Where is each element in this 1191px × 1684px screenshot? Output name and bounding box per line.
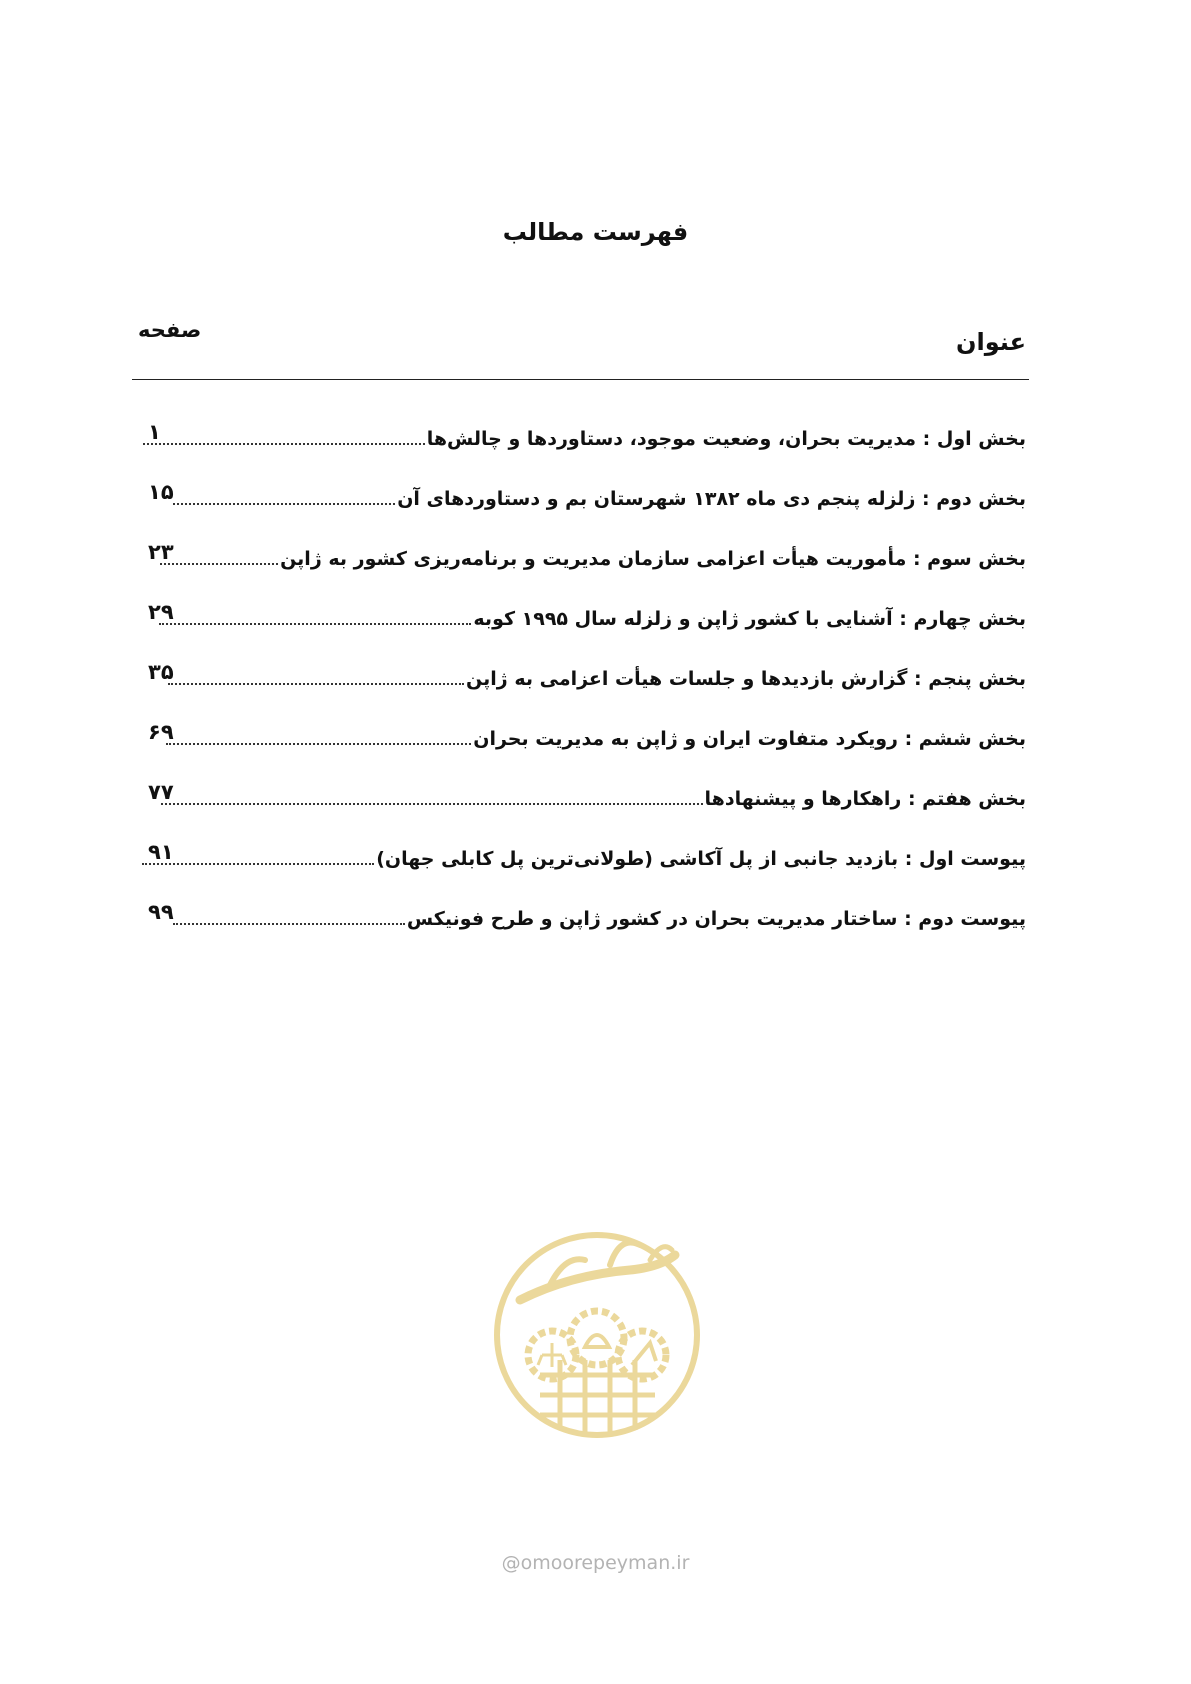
toc-leader-dots [142,861,374,865]
watermark-site-text: @omoorepeyman.ir [501,1552,690,1574]
toc-list [0,420,1191,1010]
toc-leader-dots [173,501,395,505]
toc-page-number: ۱ [148,420,161,444]
toc-row[interactable] [0,660,1191,700]
toc-entry [143,428,1026,450]
watermark-logo [490,1215,705,1460]
toc-row[interactable] [0,480,1191,520]
toc-leader-dots [168,681,464,685]
toc-page-number: ۷۷ [148,780,174,804]
toc-page-number: ۲۹ [148,600,174,624]
toc-leader-dots [159,621,471,625]
toc-page-number: ۳۵ [148,660,174,684]
toc-leader-dots [161,801,703,805]
column-heading-page: صفحه [138,318,202,342]
toc-entry-title: پیوست اول : بازدید جانبی از پل آکاشی (طولانی‌ترین پل کابلی جهان) [376,848,1026,870]
toc-entry-title: بخش پنجم : گزارش بازدیدها و جلسات هیأت اعزامی به ژاپن [466,668,1026,690]
toc-leader-dots [160,561,278,565]
toc-row[interactable] [0,720,1191,760]
toc-row[interactable] [0,840,1191,880]
toc-page-number: ۱۵ [148,480,174,504]
toc-entry [166,728,1026,750]
toc-leader-dots [173,921,405,925]
toc-page-number: ۲۳ [148,540,174,564]
toc-entry [160,548,1026,570]
toc-leader-dots [166,741,471,745]
toc-entry-title: پیوست دوم : ساختار مدیریت بحران در کشور ژاپن و طرح فونیکس [406,908,1026,930]
column-heading-title: عنوان [956,328,1026,356]
toc-row[interactable] [0,780,1191,820]
toc-row[interactable] [0,600,1191,640]
toc-entry-title: بخش ششم : رویکرد متفاوت ایران و ژاپن به مدیریت بحران [473,728,1026,750]
page-title: فهرست مطالب [502,218,689,246]
toc-entry [161,788,1026,810]
toc-entry [173,488,1026,510]
toc-entry-title: بخش دوم : زلزله پنجم دی ماه ۱۳۸۲ شهرستان بم و دستاوردهای آن [397,488,1026,510]
toc-leader-dots [143,441,425,445]
toc-row[interactable] [0,420,1191,460]
toc-entry-title: بخش اول : مدیریت بحران، وضعیت موجود، دستاوردها و چالش‌ها [426,428,1026,450]
heading-rule [132,379,1029,380]
toc-row[interactable] [0,900,1191,940]
toc-row[interactable] [0,540,1191,580]
toc-entry [159,608,1026,630]
toc-entry [173,908,1026,930]
toc-page-number: ۹۱ [148,840,174,864]
toc-entry-title: بخش چهارم : آشنایی با کشور ژاپن و زلزله سال ۱۹۹۵ کوبه [473,608,1026,630]
toc-entry-title: بخش هفتم : راهکارها و پیشنهادها [704,788,1026,810]
toc-entry-title: بخش سوم : مأموریت هیأت اعزامی سازمان مدیریت و برنامه‌ریزی کشور به ژاپن [280,548,1026,570]
toc-page-number: ۹۹ [148,900,174,924]
toc-page-number: ۶۹ [148,720,174,744]
toc-entry [142,848,1026,870]
toc-entry [168,668,1026,690]
